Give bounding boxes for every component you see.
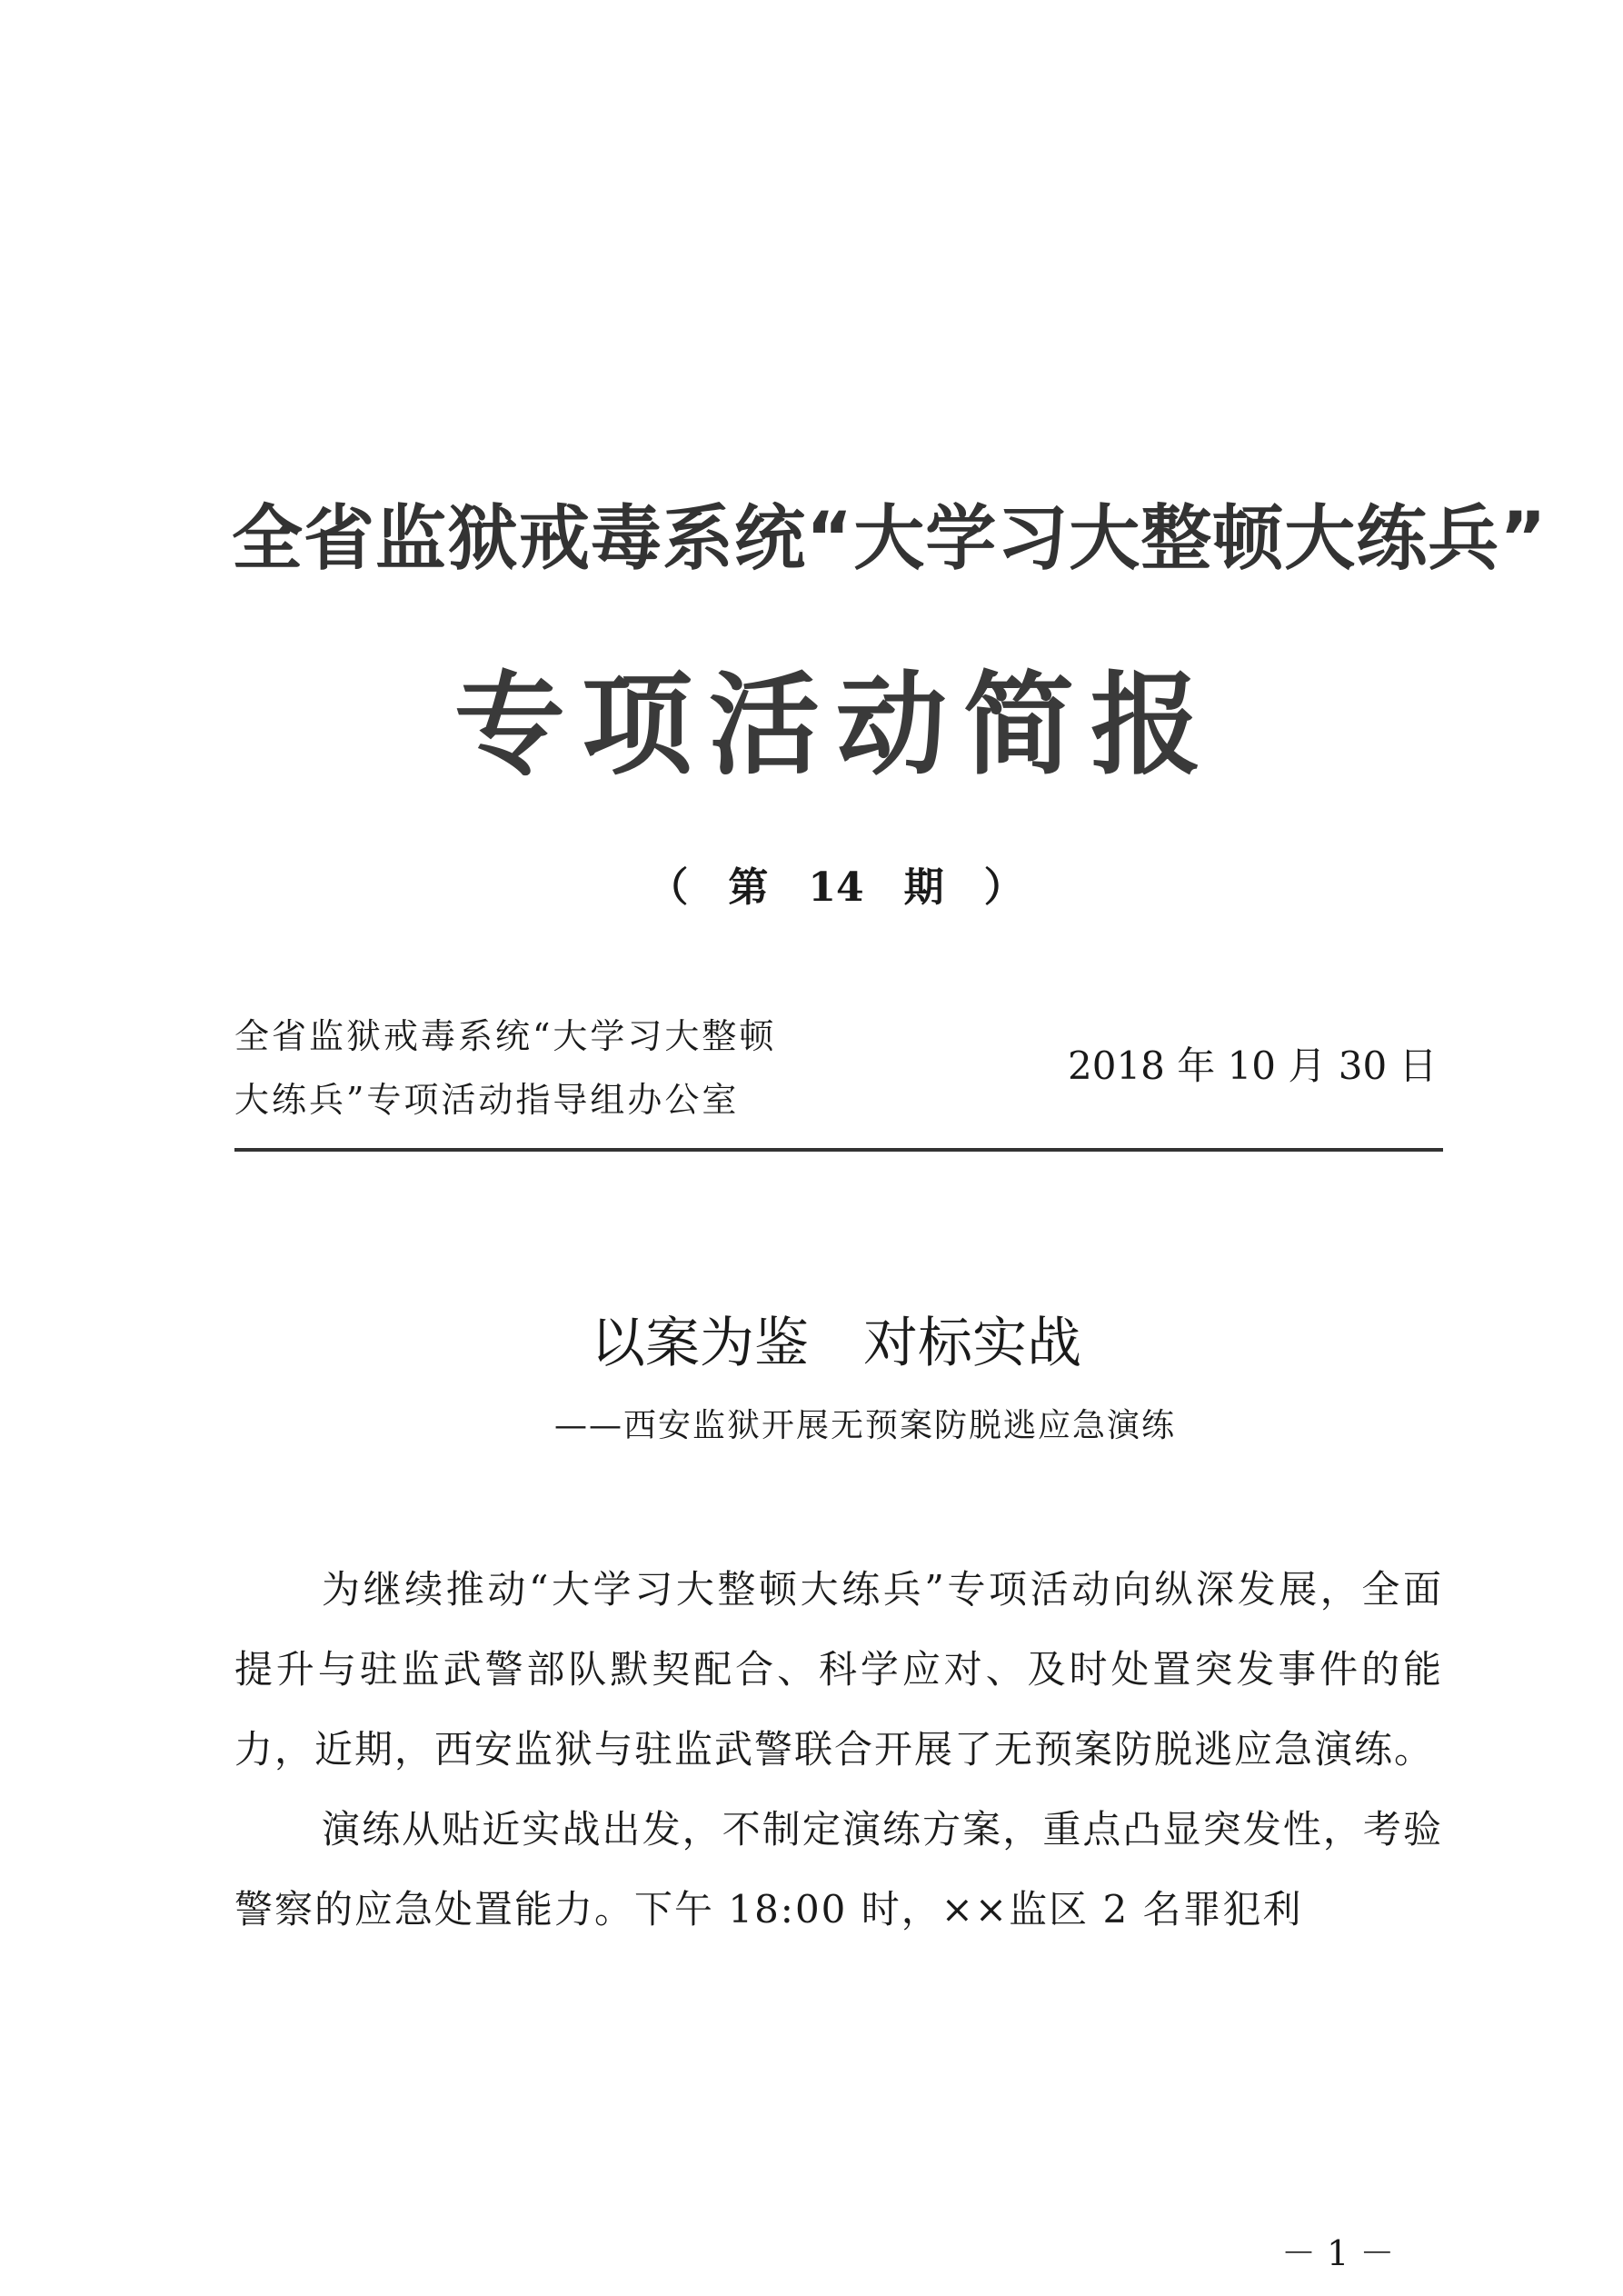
issuing-office-line1: 全省监狱戒毒系统“大学习大整顿	[234, 1016, 777, 1056]
issue-suffix: 期	[903, 864, 944, 911]
issue-close-paren: ）	[983, 864, 1024, 911]
bulletin-header-title: 全省监狱戒毒系统“大学习大整顿大练兵”	[232, 498, 1548, 580]
article-subtitle: ——西安监狱开展无预案防脱逃应急演练	[554, 1407, 1177, 1444]
issue-date: 2018 年 10 月 30 日	[1068, 1043, 1438, 1088]
header-divider	[234, 1148, 1443, 1152]
body-paragraph: 为继续推动“大学习大整顿大练兵”专项活动向纵深发展，全面提升与驻监武警部队默契配合、科学应对、及时处置突发事件的能力，近期，西安监狱与驻监武警联合开展了无预案防脱逃应急演练。	[234, 1567, 1443, 1772]
article-title-part1: 以案为鉴	[591, 1312, 809, 1375]
issue-number-value: 14	[808, 864, 864, 911]
article-body	[234, 1550, 1443, 1950]
page-number: － 1 －	[1281, 2233, 1395, 2273]
issuing-office	[234, 1004, 776, 1132]
article-title	[232, 1300, 1440, 1378]
issue-number	[232, 854, 1440, 913]
bulletin-header-subtitle: 专项活动简报	[454, 661, 1218, 790]
body-paragraph: 演练从贴近实战出发，不制定演练方案，重点凸显突发性，考验警察的应急处置能力。下午 18:00 时，××监区 2 名罪犯利	[234, 1807, 1443, 1932]
issue-prefix: 第	[728, 864, 769, 911]
article-title-part2: 对标实战	[863, 1312, 1081, 1375]
issue-open-paren: （	[648, 864, 689, 911]
issuing-office-line2: 大练兵”专项活动指导组办公室	[234, 1080, 740, 1120]
